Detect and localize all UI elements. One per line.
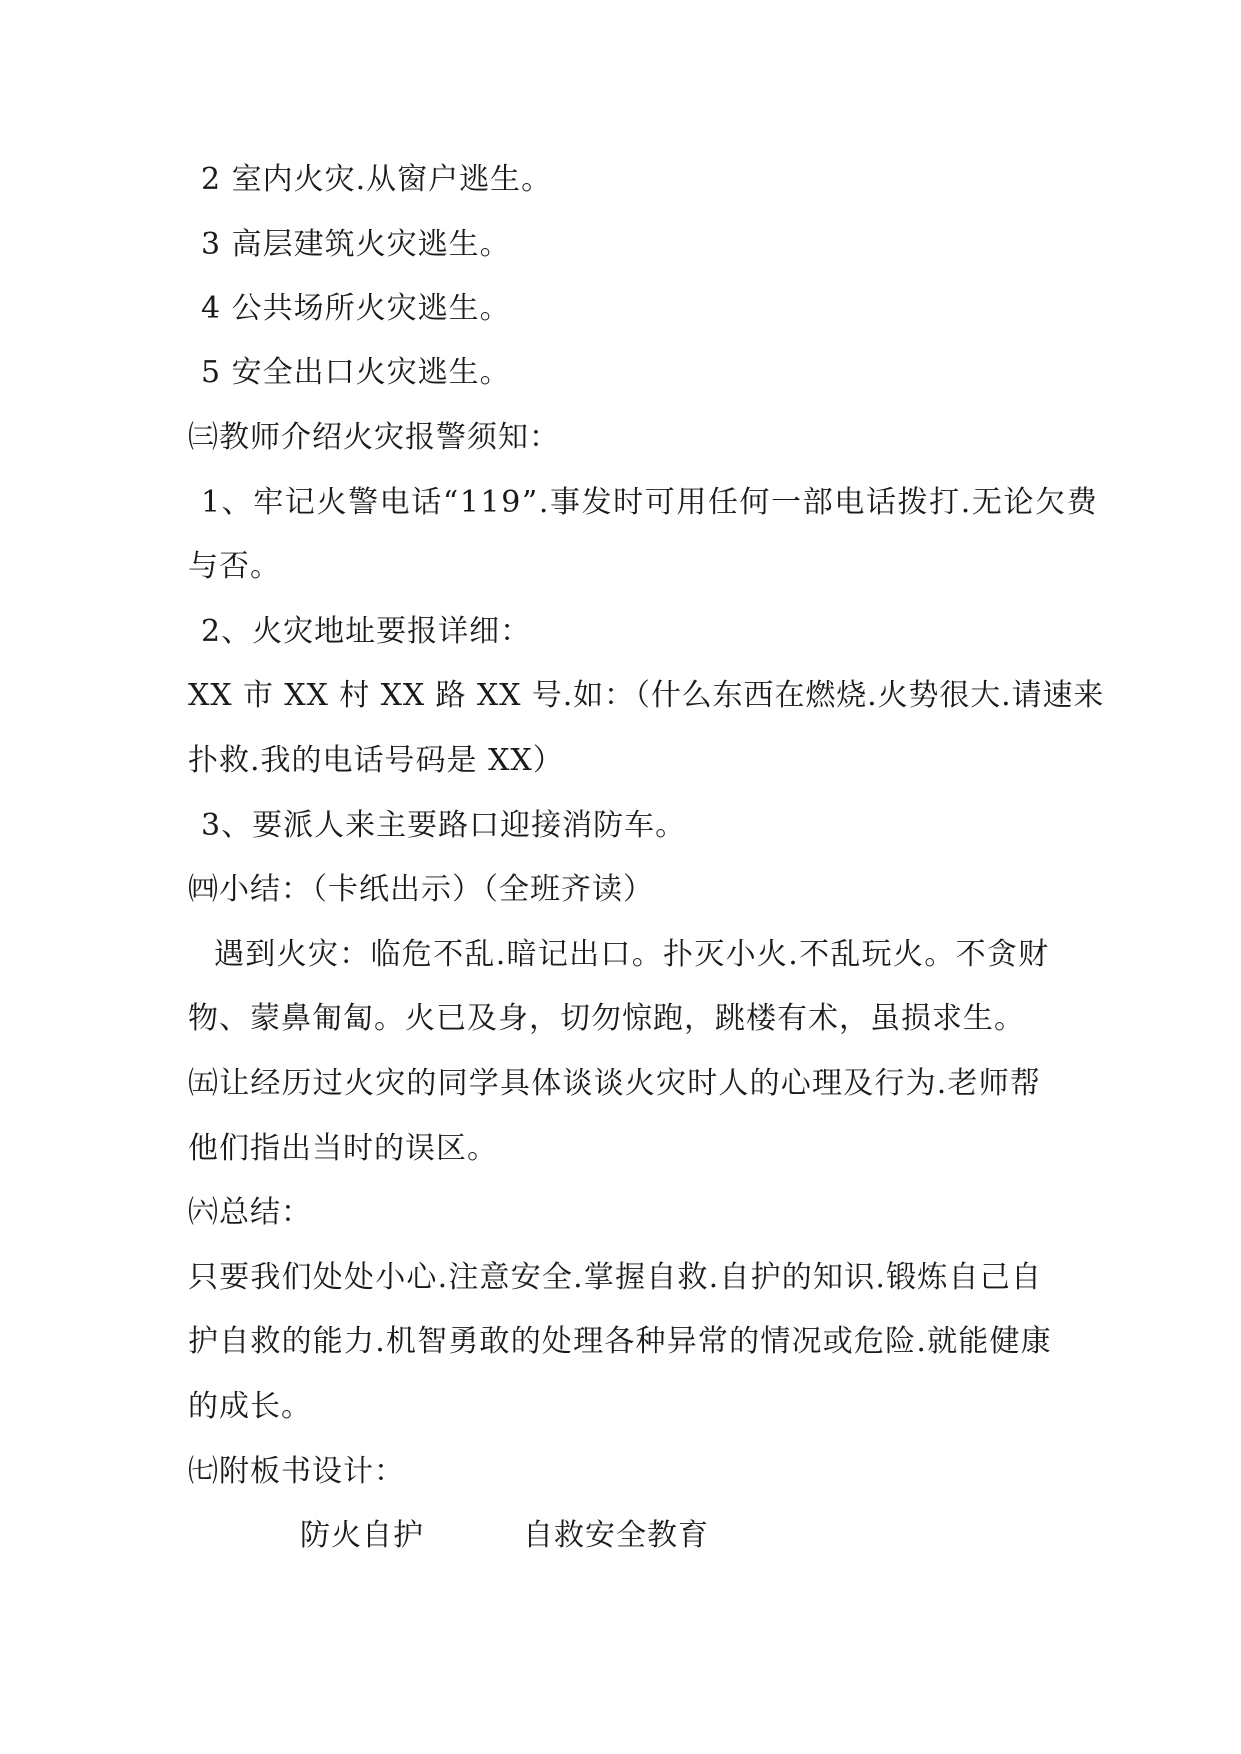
summary-text: 遇到火灾：临危不乱.暗记出口。扑灭小火.不乱玩火。不贪财 xyxy=(214,937,1050,972)
conclusion-text: 只要我们处处小心.注意安全.掌握自救.自护的知识.锻炼自己自 xyxy=(188,1260,1043,1295)
escape-item-4: 4 公共场所火灾逃生。 xyxy=(201,291,511,326)
section-heading-7: ㈦附板书设计： xyxy=(188,1454,405,1489)
alarm-rule-2-example: XX 市 XX 村 XX 路 XX 号.如：（什么东西在燃烧.火势很大.请速来 xyxy=(188,678,1105,713)
alarm-rule-2-example-cont: 扑救.我的电话号码是 XX） xyxy=(188,743,564,778)
alarm-rule-1-cont: 与否。 xyxy=(188,549,281,584)
section-heading-4: ㈣小结：（卡纸出示）（全班齐读） xyxy=(188,872,654,907)
escape-item-3: 3 高层建筑火灾逃生。 xyxy=(201,227,511,262)
section-5-cont: 他们指出当时的误区。 xyxy=(188,1131,498,1166)
summary-text-cont: 物、蒙鼻匍匐。火已及身，切勿惊跑，跳楼有术，虽损求生。 xyxy=(188,1001,1025,1036)
alarm-rule-1: 1、牢记火警电话“119”.事发时可用任何一部电话拨打.无论欠费 xyxy=(201,485,1099,520)
conclusion-text-end: 的成长。 xyxy=(188,1389,312,1424)
conclusion-text-cont: 护自救的能力.机智勇敢的处理各种异常的情况或危险.就能健康 xyxy=(188,1324,1052,1359)
escape-item-2: 2 室内火灾.从窗户逃生。 xyxy=(201,162,553,197)
section-heading-3: ㈢教师介绍火灾报警须知： xyxy=(188,420,560,455)
alarm-rule-2: 2、火灾地址要报详细： xyxy=(201,614,532,649)
board-title-left: 防火自护 xyxy=(300,1518,424,1553)
alarm-rule-3: 3、要派人来主要路口迎接消防车。 xyxy=(201,808,687,843)
section-heading-6: ㈥总结： xyxy=(188,1195,312,1230)
board-title-right: 自救安全教育 xyxy=(523,1518,709,1553)
escape-item-5: 5 安全出口火灾逃生。 xyxy=(201,355,511,390)
section-heading-5: ㈤让经历过火灾的同学具体谈谈火灾时人的心理及行为.老师帮 xyxy=(188,1066,1042,1101)
